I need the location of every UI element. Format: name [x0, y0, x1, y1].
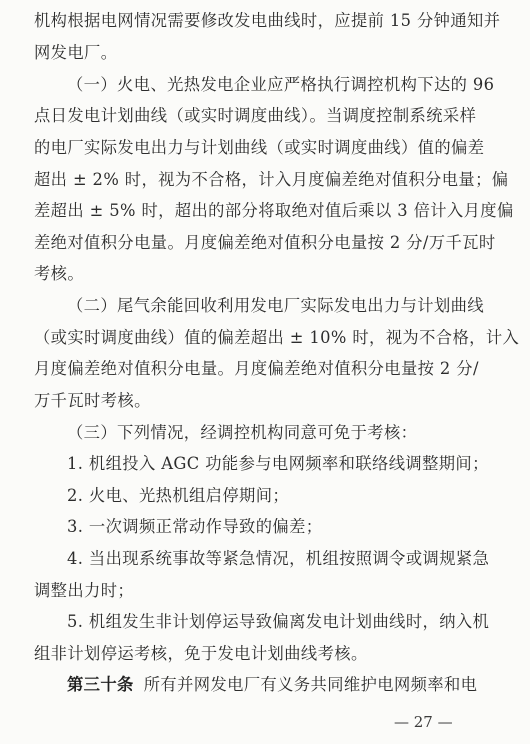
text-line-17: 3. 一次调频正常动作导致的偏差； [67, 517, 323, 536]
text-line-18: 4. 当出现系统事故等紧急情况，机组按照调令或调规紧急 [67, 549, 490, 568]
text-line-19: 调整出力时； [34, 581, 135, 600]
text-line-21: 组非计划停运考核，免于发电计划曲线考核。 [34, 644, 368, 663]
text-line-15: 1. 机组投入 AGC 功能参与电网频率和联络线调整期间； [67, 454, 489, 473]
text-line-16: 2. 火电、光热机组启停期间； [67, 486, 290, 505]
text-line-20: 5. 机组发生非计划停运导致偏离发电计划曲线时，纳入机 [67, 612, 490, 631]
text-line-8: 差绝对值积分电量。月度偏差绝对值积分电量按 2 分/万千瓦时 [34, 233, 496, 252]
text-line-10: （二）尾气余能回收利用发电厂实际发电出力与计划曲线 [67, 296, 485, 315]
text-line-2: 网发电厂。 [34, 43, 118, 62]
text-line-1: 机构根据电网情况需要修改发电曲线时，应提前 15 分钟通知并 [34, 11, 501, 30]
text-line-13: 万千瓦时考核。 [34, 391, 151, 410]
page-number: — 27 — [394, 713, 453, 731]
article-heading: 第三十条 [67, 675, 134, 694]
text-line-9: 考核。 [34, 264, 85, 283]
text-line-6: 超出 ± 2% 时，视为不合格，计入月度偏差绝对值积分电量；偏 [34, 170, 509, 189]
text-line-14: （三）下列情况，经调控机构同意可免于考核： [67, 423, 418, 442]
text-line-5: 的电厂实际发电出力与计划曲线（或实时调度曲线）值的偏差 [34, 138, 485, 157]
text-line-7: 差超出 ± 5% 时，超出的部分将取绝对值后乘以 3 倍计入月度偏 [34, 201, 514, 220]
text-line-11: （或实时调度曲线）值的偏差超出 ± 10% 时，视为不合格，计入 [34, 328, 520, 347]
text-line-4: 点日发电计划曲线（或实时调度曲线）。当调度控制系统采样 [34, 106, 477, 125]
article-heading-line [67, 673, 477, 697]
article-text: 所有并网发电厂有义务共同维护电网频率和电 [143, 675, 478, 694]
text-line-12: 月度偏差绝对值积分电量。月度偏差绝对值积分电量按 2 分/ [34, 359, 479, 378]
text-line-3: （一）火电、光热发电企业应严格执行调控机构下达的 96 [67, 75, 495, 94]
